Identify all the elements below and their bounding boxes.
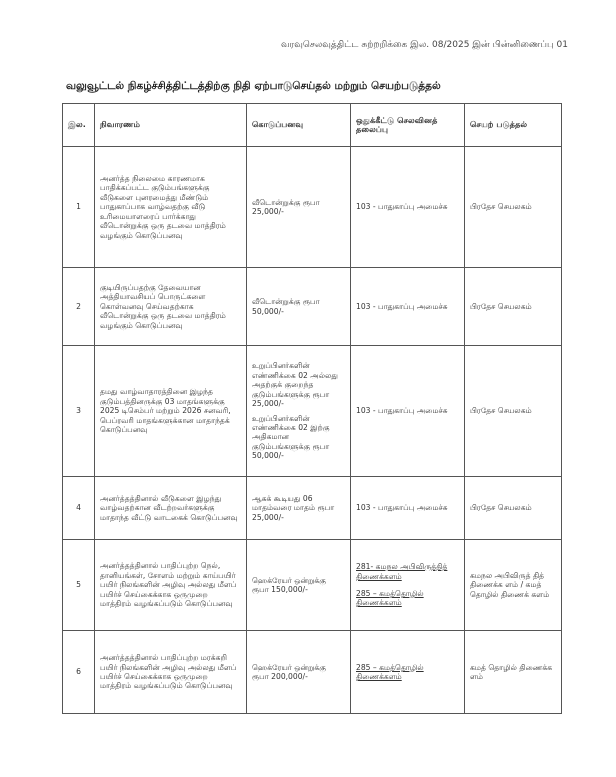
- row-number: 1: [63, 147, 95, 268]
- payment-cell: [247, 346, 351, 477]
- expenditure-head-cell: [351, 540, 465, 631]
- payment-cell: வீடொன்றுக்கு ரூபா 50,000/-: [247, 268, 351, 346]
- payment-option-small-family: உறுப்பினர்களின் எண்ணிக்கை 02 அல்லது அதற்குக் குறைந்த குடும்பங்களுக்கு ரூபா 25,000/-: [252, 361, 338, 409]
- expenditure-head-cell: 103 - பாதுகாப்பு அமைச்சு: [351, 147, 465, 268]
- column-header-implementation: செயற் படுத்தல்: [465, 104, 562, 147]
- column-header-payment: கொடுப்பனவு: [247, 104, 351, 147]
- table-row: [63, 147, 562, 268]
- relief-cell: குடியிருப்பதற்கு தேவையான அத்தியாவசியப் பொருட்களை கொள்வனவு செய்வதற்காக வீடொன்றுக்கு ஒரு தடவை மாத்திரம் வழங்கும் கொடுப்பனவு: [95, 268, 247, 346]
- implementation-cell: பிரதேச செயலகம்: [465, 268, 562, 346]
- row-number: 6: [63, 631, 95, 714]
- implementation-cell: பிரதேச செயலகம்: [465, 147, 562, 268]
- header-note: வரவுசெலவுத்திட்ட சுற்றறிக்கை இல. 08/2025 இன் பின்னிணைப்பு 01: [280, 40, 568, 50]
- table-row: [63, 477, 562, 540]
- expenditure-head-cell: 103 - பாதுகாப்பு அமைச்சு: [351, 268, 465, 346]
- expenditure-head-agriculture: 285 – கமத்தொழில் திணைக்களம்: [356, 589, 424, 608]
- relief-cell: அனர்த்தத்தினால் பாதிப்புற்ற மரக்கறி பயிர் நிலங்களின் அழிவு அல்லது மீளப் பயிர்ச் செய்கைக்காக ஒருமுறை மாத்திரம் வழங்கப்படும் கொடுப்பனவு: [95, 631, 247, 714]
- payment-cell: ஆகக் கூடியது 06 மாதம்வரை மாதம் ரூபா 25,000/-: [247, 477, 351, 540]
- column-header-expenditure-head: ஒதுக்கீட்டு செலவினத் தலைப்பு: [351, 104, 465, 147]
- payment-cell: ஹெக்ரேயர் ஒன்றுக்கு ரூபா 150,000/-: [247, 540, 351, 631]
- payment-cell: ஹெக்ரேயர் ஒன்றுக்கு ரூபா 200,000/-: [247, 631, 351, 714]
- implementation-cell: பிரதேச செயலகம்: [465, 477, 562, 540]
- implementation-cell: கமநல அபிவிருத் தித் திணைக்க ளம் / கமத் தொழில் திணைக் களம்: [465, 540, 562, 631]
- relief-cell: அனர்த்த நிலைமை காரணமாக பாதிக்கப்பட்ட குடும்பங்களுக்கு வீடுகளை புனரமைத்து மீண்டும் பாதுகாப்பாக வாழ்வதற்கு வீடு உரிமையாளரைப் பார்க்காது வீடொன்றுக்கு ஒரு தடவை மாத்திரம் வழங்கும் கொடுப்பனவு: [95, 147, 247, 268]
- payment-option-large-family: உறுப்பினர்களின் எண்ணிக்கை 02 இற்கு அதிகமான குடும்பங்களுக்கு ரூபா 50,000/-: [252, 413, 330, 461]
- implementation-cell: பிரதேச செயலகம்: [465, 346, 562, 477]
- expenditure-head-cell: 103 - பாதுகாப்பு அமைச்சு: [351, 477, 465, 540]
- table-header-row: [63, 104, 562, 147]
- page-title: வலுவூட்டல் நிகழ்ச்சித்திட்டத்திற்கு நிதி ஏற்பாடுசெய்தல் மற்றும் செயற்படுத்தல்: [66, 80, 441, 92]
- row-number: 5: [63, 540, 95, 631]
- relief-cell: அனர்த்தத்தினால் பாதிப்புற்ற நெல், தானியங்கள், சோளம் மற்றும் காய்பயிர் பயிர் நிலங்களின் அழிவு அல்லது மீளப் பயிர்ச் செய்கைக்காக ஒருமுறை மாத்திரம் வழங்கப்படும் கொடுப்பனவு: [95, 540, 247, 631]
- row-number: 4: [63, 477, 95, 540]
- table-row: [63, 540, 562, 631]
- row-number: 2: [63, 268, 95, 346]
- row-number: 3: [63, 346, 95, 477]
- column-header-relief: நிவாரணம்: [95, 104, 247, 147]
- implementation-cell: கமத் தொழில் திணைக்க ளம்: [465, 631, 562, 714]
- table-row: [63, 268, 562, 346]
- expenditure-head-cell: 103 - பாதுகாப்பு அமைச்சு: [351, 346, 465, 477]
- expenditure-head-agriculture: 285 – கமத்தொழில் திணைக்களம்: [356, 662, 424, 681]
- expenditure-head-agrarian: 281- கமநல அபிவிருத்தித் திணைக்களம்: [356, 562, 448, 581]
- relief-cell: அனர்த்தத்தினால் வீடுகளை இழந்து வாழ்வதற்கான வீடற்றவர்களுக்கு மாதாந்த வீட்டு வாடகைக் கொடுப்பனவு: [95, 477, 247, 540]
- table-row: [63, 346, 562, 477]
- relief-table: [62, 103, 562, 714]
- relief-cell: தமது வாழ்வாதாரத்தினை இழந்த குடும்பத்தினருக்கு 03 மாதங்களுக்கு 2025 டிசெம்பர் மற்றும் 2026 சனவரி, பெப்ரவரி மாதங்களுக்கான மாதாந்தக் கொடுப்பனவு: [95, 346, 247, 477]
- column-header-no: இல.: [63, 104, 95, 147]
- expenditure-head-cell: [351, 631, 465, 714]
- payment-cell: வீடொன்றுக்கு ரூபா 25,000/-: [247, 147, 351, 268]
- table-row: [63, 631, 562, 714]
